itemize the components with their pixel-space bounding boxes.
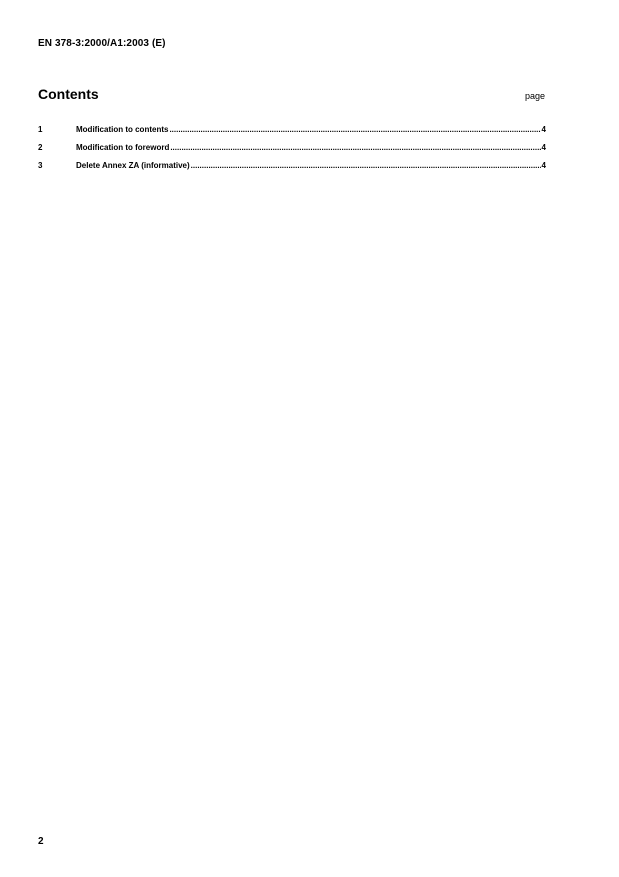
toc-entry-page: 4 — [541, 143, 546, 152]
toc-entry-title: Modification to contents — [76, 125, 169, 134]
page-column-label: page — [524, 91, 545, 101]
contents-heading: Contents — [38, 86, 99, 102]
toc-entry-number: 2 — [38, 143, 43, 152]
toc-entry[interactable] — [38, 143, 546, 161]
toc-entry-title: Modification to foreword — [76, 143, 170, 152]
toc-entry-number: 1 — [38, 125, 43, 134]
toc-entry-title: Delete Annex ZA (informative) — [76, 161, 190, 170]
toc-leader-dots — [170, 143, 540, 152]
toc-entry-page: 4 — [541, 125, 546, 134]
toc-entry-number: 3 — [38, 161, 43, 170]
toc-entry[interactable] — [38, 161, 546, 179]
toc-entry-page: 4 — [541, 161, 546, 170]
toc-leader-dots — [169, 125, 540, 134]
document-identifier: EN 378-3:2000/A1:2003 (E) — [38, 38, 166, 49]
page-number: 2 — [38, 836, 44, 847]
toc-leader-dots — [191, 161, 541, 170]
table-of-contents — [38, 125, 546, 179]
toc-entry[interactable] — [38, 125, 546, 143]
